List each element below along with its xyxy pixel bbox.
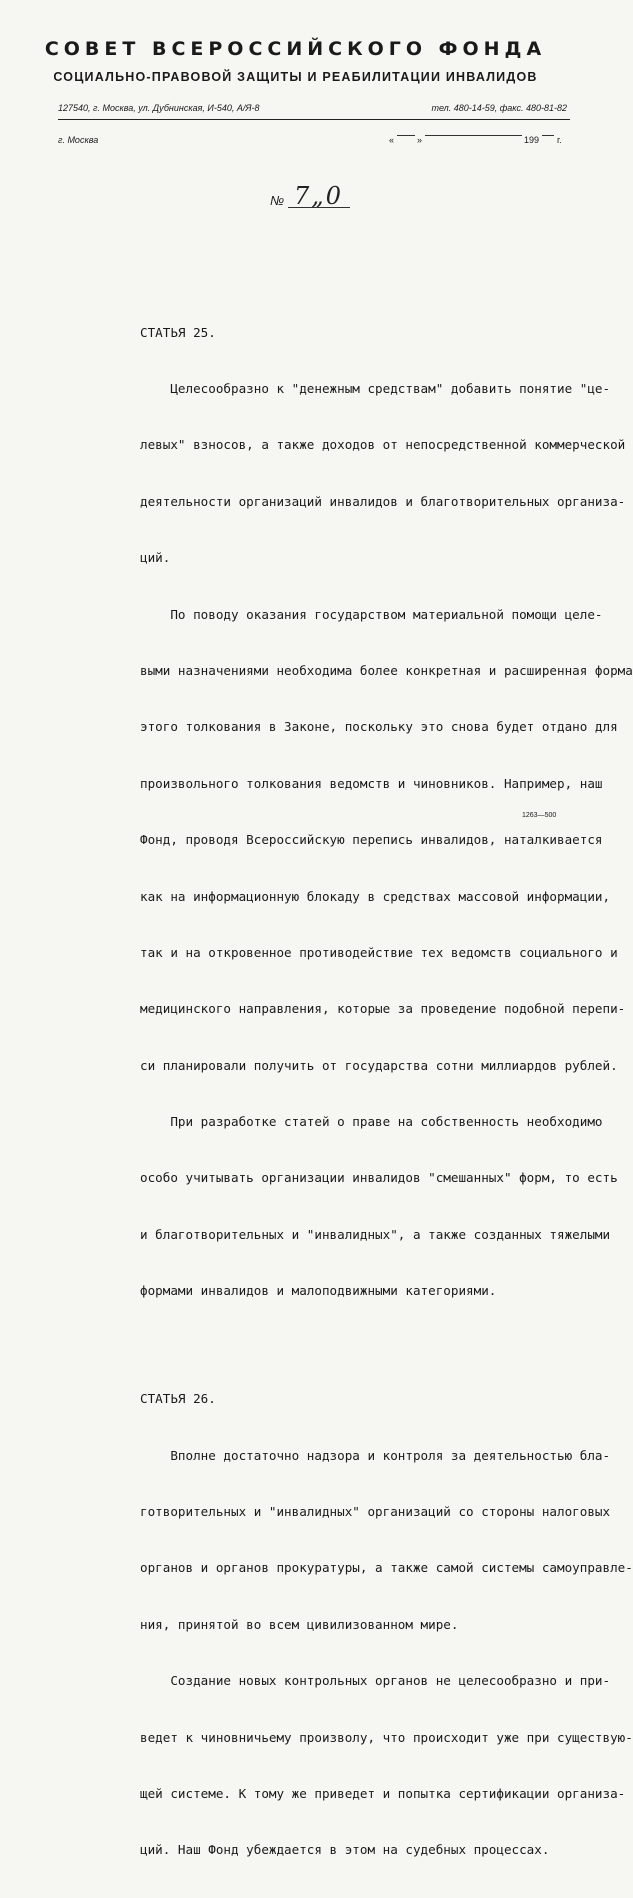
print-code: 1263—500 bbox=[522, 812, 557, 819]
date-close-quote: » bbox=[417, 135, 423, 145]
body-line: так и на откровенное противодействие тех ведомств социального и bbox=[140, 944, 618, 960]
body-line: Целесообразно к "денежным средствам" добавить понятие "це- bbox=[140, 380, 611, 396]
date-day-line bbox=[397, 135, 415, 136]
phone-fax: тел. 480-14-59, факс. 480-81-82 bbox=[431, 103, 567, 113]
body-line: как на информационную блокаду в средствах массовой информации, bbox=[140, 888, 611, 904]
postal-address: 127540, г. Москва, ул. Дубнинская, И-540, А/Я-8 bbox=[58, 103, 260, 113]
body-line: ния, принятой во всем цивилизованном мире. bbox=[140, 1616, 459, 1632]
body-line: и благотворительных и "инвалидных", а также созданных тяжелыми bbox=[140, 1226, 611, 1242]
date-year-prefix: 199 bbox=[524, 135, 540, 145]
body-line: формами инвалидов и малоподвижными категориями. bbox=[140, 1283, 497, 1299]
body-line: органов и органов прокуратуры, а также самой системы самоуправле- bbox=[140, 1560, 633, 1576]
body-line: Создание новых контрольных органов не целесообразно и при- bbox=[140, 1673, 611, 1689]
article-25-heading: СТАТЬЯ 25. bbox=[140, 324, 216, 340]
date-year-line bbox=[542, 135, 554, 136]
organization-subtitle: СОЦИАЛЬНО-ПРАВОВОЙ ЗАЩИТЫ И РЕАБИЛИТАЦИИ ИНВАЛИДОВ bbox=[53, 70, 538, 84]
body-line: щей системе. К тому же приведет и попытка сертификации организа- bbox=[140, 1785, 626, 1801]
body-line: особо учитывать организации инвалидов "смешанных" форм, то есть bbox=[140, 1170, 618, 1186]
handwritten-number: 7„0 bbox=[294, 182, 343, 210]
number-underline bbox=[288, 207, 350, 208]
body-line: ведет к чиновничьему произволу, что происходит уже при существую- bbox=[140, 1729, 633, 1745]
organization-title: СОВЕТ ВСЕРОССИЙСКОГО ФОНДА bbox=[44, 38, 547, 60]
body-line: левых" взносов, а также доходов от непосредственной коммерческой bbox=[140, 437, 626, 453]
number-sign: № bbox=[270, 193, 285, 208]
body-line: си планировали получить от государства сотни миллиардов рублей. bbox=[140, 1057, 618, 1073]
letterhead-divider bbox=[58, 119, 570, 120]
body-line: медицинского направления, которые за проведение подобной перепи- bbox=[140, 1001, 626, 1017]
body-line: Вполне достаточно надзора и контроля за деятельностью бла- bbox=[140, 1447, 611, 1463]
date-month-line bbox=[425, 135, 522, 136]
city-label: г. Москва bbox=[58, 135, 99, 145]
date-year-suffix: г. bbox=[557, 135, 562, 145]
body-line: Фонд, проводя Всероссийскую перепись инвалидов, наталкивается bbox=[140, 832, 603, 848]
body-line: При разработке статей о праве на собственность необходимо bbox=[140, 1114, 603, 1130]
letter-body bbox=[140, 286, 633, 1898]
date-field bbox=[387, 135, 567, 147]
section-gap bbox=[140, 1339, 552, 1353]
date-open-quote: « bbox=[389, 135, 395, 145]
body-line: произвольного толкования ведомств и чиновников. Например, наш bbox=[140, 775, 603, 791]
body-line: По поводу оказания государством материальной помощи целе- bbox=[140, 606, 603, 622]
article-26-heading: СТАТЬЯ 26. bbox=[140, 1391, 216, 1407]
body-line: ций. bbox=[140, 550, 171, 566]
body-line: готворительных и "инвалидных" организаций со стороны налоговых bbox=[140, 1504, 611, 1519]
body-line: ций. Наш Фонд убеждается в этом на судебных процессах. bbox=[140, 1842, 550, 1858]
body-line: деятельности организаций инвалидов и благотворительных организа- bbox=[140, 493, 626, 509]
body-line: этого толкования в Законе, поскольку это снова будет отдано для bbox=[140, 719, 618, 735]
body-line: выми назначениями необходима более конкретная и расширенная форма bbox=[140, 662, 633, 678]
